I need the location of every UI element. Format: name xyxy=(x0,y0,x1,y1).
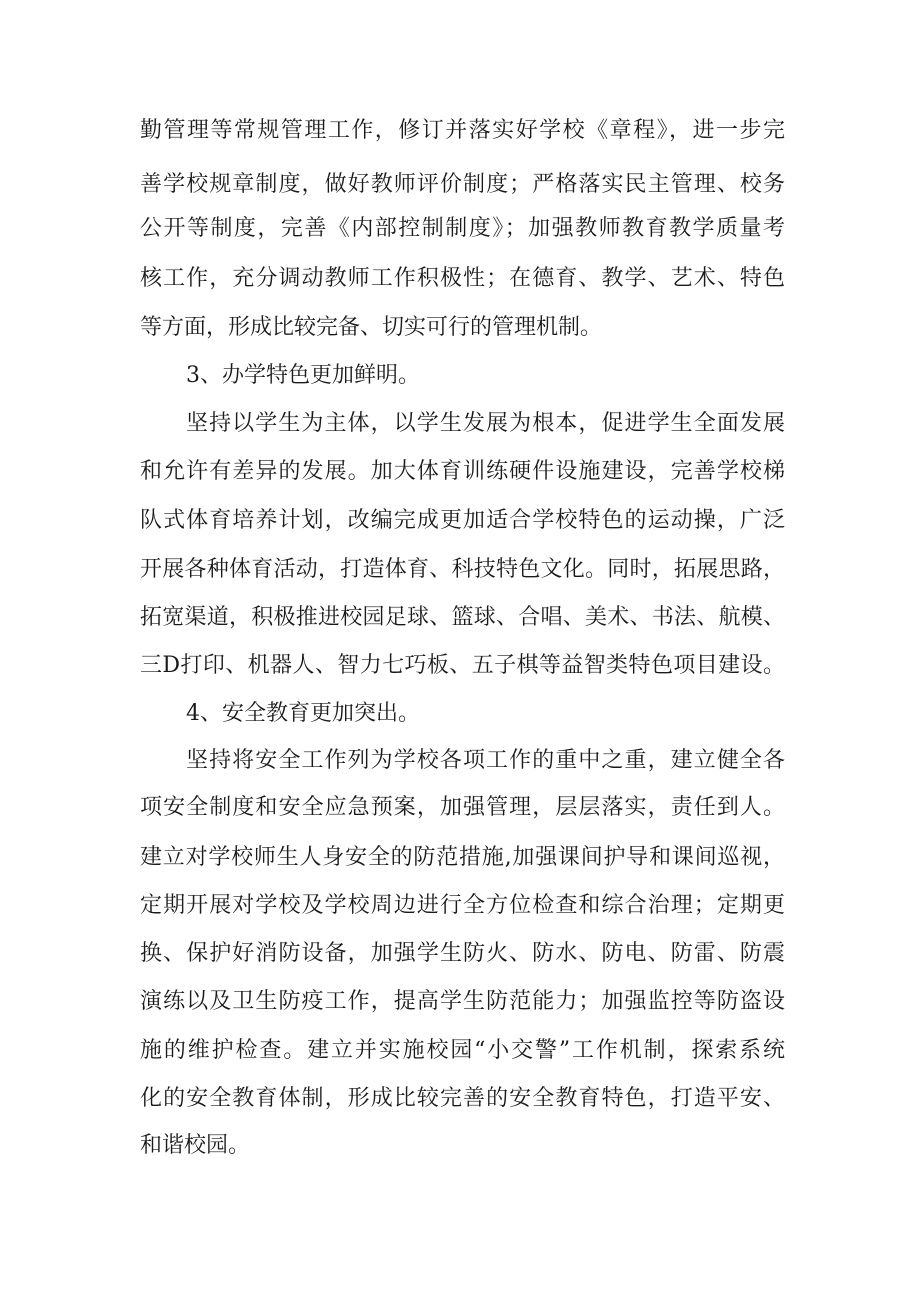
paragraph-3-line-1: 坚持以学生为主体，以学生发展为根本，促进学生全面发展 xyxy=(186,411,785,436)
paragraph-1-line-3: 公开等制度，完善《内部控制制度》；加强教师教育教学质量考 xyxy=(140,216,785,241)
paragraph-4-line-2: 项安全制度和安全应急预案，加强管理，层层落实，责任到人。 xyxy=(140,795,785,820)
paragraph-3-line-2: 和允许有差异的发展。加大体育训练硬件设施建设，完善学校梯 xyxy=(140,459,785,484)
paragraph-4-line-3: 建立对学校师生人身安全的防范措施,加强课间护导和课间巡视， xyxy=(140,845,785,870)
paragraph-4-line-8: 化的安全教育体制，形成比较完善的安全教育特色，打造平安、 xyxy=(140,1086,785,1111)
paragraph-4-line-6: 演练以及卫生防疫工作，提高学生防范能力；加强监控等防盗设 xyxy=(140,989,785,1014)
section-heading-3: 3、办学特色更加鲜明。 xyxy=(186,363,420,388)
paragraph-4-line-4: 定期开展对学校及学校周边进行全方位检查和综合治理；定期更 xyxy=(140,893,785,918)
paragraph-3-line-3: 队式体育培养计划，改编完成更加适合学校特色的运动操，广泛 xyxy=(140,508,785,533)
paragraph-1-line-2: 善学校规章制度，做好教师评价制度；严格落实民主管理、校务 xyxy=(140,172,785,197)
paragraph-4-line-1: 坚持将安全工作列为学校各项工作的重中之重，建立健全各 xyxy=(186,748,785,773)
paragraph-1-line-4: 核工作，充分调动教师工作积极性；在德育、教学、艺术、特色 xyxy=(140,266,785,291)
paragraph-3-line-6: 三D打印、机器人、智力七巧板、五子棋等益智类特色项目建设。 xyxy=(140,653,785,678)
paragraph-3-line-4: 开展各种体育活动，打造体育、科技特色文化。同时，拓展思路， xyxy=(140,557,785,582)
paragraph-3-line-5: 拓宽渠道，积极推进校园足球、篮球、合唱、美术、书法、航模、 xyxy=(140,605,785,630)
section-heading-4: 4、安全教育更加突出。 xyxy=(186,701,420,726)
paragraph-4-line-7: 施的维护检查。建立并实施校园“小交警”工作机制，探索系统 xyxy=(140,1038,785,1063)
paragraph-1-line-5: 等方面，形成比较完备、切实可行的管理机制。 xyxy=(140,315,603,340)
paragraph-4-line-5: 换、保护好消防设备，加强学生防火、防水、防电、防雷、防震 xyxy=(140,941,785,966)
paragraph-4-line-9: 和谐校园。 xyxy=(140,1133,251,1158)
paragraph-1-line-1: 勤管理等常规管理工作，修订并落实好学校《章程》，进一步完 xyxy=(140,118,785,143)
